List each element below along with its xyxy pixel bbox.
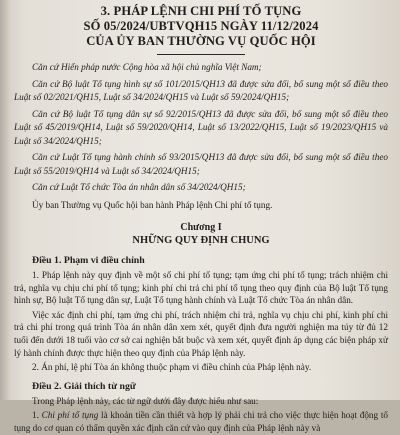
basis-item: Căn cứ Luật Tố tụng hành chính số 93/2015/QH13 đã được sửa đổi, bổ sung một số điều theo Luật số 55/2019/QH14 và Luật số 34/2024/QH15; (14, 152, 388, 176)
header-title: 3. PHÁP LỆNH CHI PHÍ TỐ TỤNG (100, 4, 302, 18)
article-2-intro: Trong Pháp lệnh này, các từ ngữ dưới đây được hiểu như sau: (32, 395, 259, 406)
resolution-statement: Ủy ban Thường vụ Quốc hội ban hành Pháp lệnh Chi phí tố tụng. (32, 199, 273, 210)
article-1-clause-1: 1. Pháp lệnh này quy định về một số chi phí tố tụng; tạm ứng chi phí tố tụng; trách nhiệm chi trả, nghĩa vụ chịu chi phí tố tụng; kinh phí chi trả chi phí tố tụng theo quy định của Bộ luật Tố tụng hình sự, Bộ luật Tố tụng dân sự, Luật Tố tụng hành chính và Luật Tổ chức Tòa án nhân dân. (14, 270, 388, 306)
basis-item: Căn cứ Hiến pháp nước Cộng hòa xã hội chủ nghĩa Việt Nam; (32, 62, 262, 72)
article-1-heading: Điều 1. Phạm vi điều chỉnh (32, 255, 145, 266)
article-2-clause-1 (14, 409, 388, 434)
article-2-body (14, 395, 388, 435)
chapter-title: NHỮNG QUY ĐỊNH CHUNG (132, 235, 270, 246)
chapter-heading (14, 221, 388, 248)
basis-item: Căn cứ Bộ luật Tố tụng hình sự số 101/2015/QH13 đã được sửa đổi, bổ sung một số điều theo Luật số 02/2021/QH15, Luật số 34/2024/QH15 và Luật số 59/2024/QH15; (14, 78, 388, 102)
clause-number: 1. (32, 410, 42, 421)
article-2-heading: Điều 2. Giải thích từ ngữ (32, 380, 136, 392)
header-issuer: CỦA ỦY BAN THƯỜNG VỤ QUỐC HỘI (86, 34, 316, 48)
page-gutter-shadow (0, 0, 10, 400)
chapter-number: Chương I (180, 222, 222, 233)
basis-item: Căn cứ Bộ luật Tố tụng dân sự số 92/2015/QH13 đã được sửa đổi, bổ sung một số điều theo Luật số 45/2019/QH14, Luật số 59/2020/QH14, Luật số 13/2022/QH15, Luật số 19/2023/QH15 và Luật số 34/2024/QH15; (14, 108, 388, 146)
document-header (14, 4, 388, 55)
header-divider (157, 54, 245, 55)
clause-text: là khoản tiền cần thiết và hợp lý phải chi trả cho việc thực hiện hoạt động tố tụng do cơ quan có thẩm quyền xác định căn cứ vào quy định của Pháp lệnh này và (14, 410, 388, 433)
defined-term: Chi phí tố tụng (41, 410, 99, 421)
legal-basis (14, 61, 388, 212)
article-1-paragraph: Việc xác định chi phí, tạm ứng chi phí, trách nhiệm chi trả, nghĩa vụ chịu chi phí, kinh phí chi trả chi phí trong quá trình Tòa án nhân dân xem xét, quyết định đưa người nghiện ma túy từ đủ 12 tuổi đến dưới 18 tuổi vào cơ sở cai nghiện bắt buộc và xem xét, quyết định áp dụng các biện pháp xử lý hành chính được thực hiện theo quy định của Pháp lệnh này. (14, 309, 388, 358)
header-number-date: SỐ 05/2024/UBTVQH15 NGÀY 11/12/2024 (83, 19, 319, 33)
document-content (14, 0, 388, 435)
article-1-body (14, 269, 388, 374)
article-1-clause-2: 2. Án phí, lệ phí Tòa án không thuộc phạm vi điều chỉnh của Pháp lệnh này. (32, 362, 312, 373)
basis-item: Căn cứ Luật Tổ chức Tòa án nhân dân số 34/2024/QH15; (32, 182, 246, 192)
